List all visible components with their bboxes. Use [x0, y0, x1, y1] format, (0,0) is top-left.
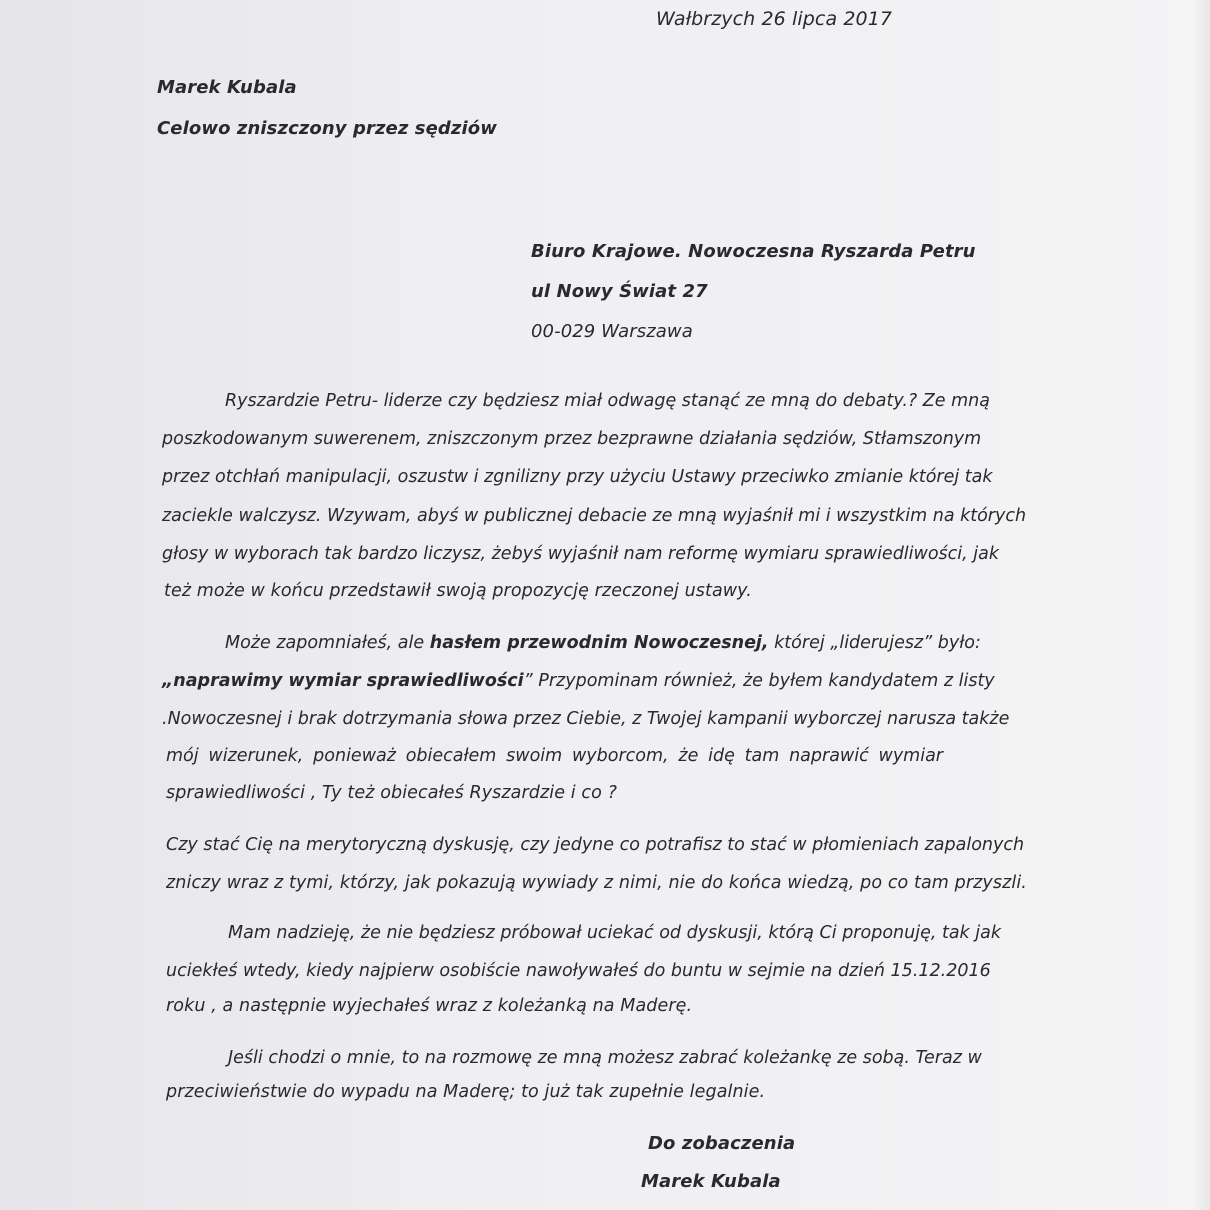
p2-line-5: sprawiedliwości , Ty też obiecałeś Ryszardzie i co ?	[166, 783, 617, 803]
p2-l1-b: hasłem przewodnim Nowoczesnej,	[429, 633, 769, 653]
p2-line-1	[225, 633, 981, 653]
p1-line-4: zaciekle walczysz. Wzywam, abyś w publicznej debacie ze mną wyjaśnił mi i wszystkim na których	[162, 506, 1027, 526]
p2-l2-b: ” Przypominam również, że byłem kandydatem z listy	[523, 671, 995, 691]
recipient-line-3: 00-029 Warszawa	[531, 321, 693, 342]
sender-name: Marek Kubala	[157, 77, 297, 98]
page-edge-shadow	[1192, 0, 1210, 1210]
p3-line-2: zniczy wraz z tymi, którzy, jak pokazują wywiady z nimi, nie do końca wiedzą, po co tam przyszli.	[166, 873, 1027, 893]
recipient-line-2: ul Nowy Świat 27	[531, 281, 708, 302]
p2-line-3: .Nowoczesnej i brak dotrzymania słowa przez Ciebie, z Twojej kampanii wyborczej narusza także	[162, 709, 1010, 729]
p1-line-3: przez otchłań manipulacji, oszustw i zgnilizny przy użyciu Ustawy przeciwko zmianie której tak	[162, 467, 993, 487]
p4-line-2: uciekłeś wtedy, kiedy najpierw osobiście nawoływałeś do buntu w sejmie na dzień 15.12.2016	[166, 961, 991, 981]
p3-line-1: Czy stać Cię na merytoryczną dyskusję, czy jedyne co potrafisz to stać w płomieniach zapalonych	[166, 835, 1025, 855]
p1-line-5: głosy w wyborach tak bardzo liczysz, żebyś wyjaśnił nam reformę wymiaru sprawiedliwości, jak	[162, 544, 999, 564]
signature-name: Marek Kubala	[641, 1171, 781, 1192]
p2-line-4: mój wizerunek, ponieważ obiecałem swoim wyborcom, że idę tam naprawić wymiar	[166, 746, 943, 766]
p1-line-6: też może w końcu przedstawił swoją propozycję rzeczonej ustawy.	[164, 581, 752, 601]
p4-line-3: roku , a następnie wyjechałeś wraz z koleżanką na Maderę.	[166, 996, 693, 1016]
p2-l2-a: „naprawimy wymiar sprawiedliwości	[162, 671, 524, 691]
recipient-line-1: Biuro Krajowe. Nowoczesna Ryszarda Petru	[531, 241, 976, 262]
closing-farewell: Do zobaczenia	[648, 1133, 796, 1154]
p2-line-2	[162, 671, 995, 691]
sender-subtitle: Celowo zniszczony przez sędziów	[157, 118, 497, 139]
p1-line-1: Ryszardzie Petru- liderze czy będziesz miał odwagę stanąć ze mną do debaty.? Ze mną	[225, 391, 990, 411]
p1-line-2: poszkodowanym suwerenem, zniszczonym przez bezprawne działania sędziów, Stłamszonym	[162, 429, 982, 449]
p4-line-1: Mam nadzieję, że nie będziesz próbował uciekać od dyskusji, którą Ci proponuję, tak jak	[228, 923, 1001, 943]
p2-l1-a: Może zapomniałeś, ale	[225, 633, 425, 653]
place-date: Wałbrzych 26 lipca 2017	[656, 8, 893, 30]
p5-line-2: przeciwieństwie do wypadu na Maderę; to już tak zupełnie legalnie.	[166, 1082, 766, 1102]
p5-line-1: Jeśli chodzi o mnie, to na rozmowę ze mną możesz zabrać koleżankę ze sobą. Teraz w	[228, 1048, 982, 1068]
p2-l1-c: której „liderujesz” było:	[774, 633, 981, 653]
